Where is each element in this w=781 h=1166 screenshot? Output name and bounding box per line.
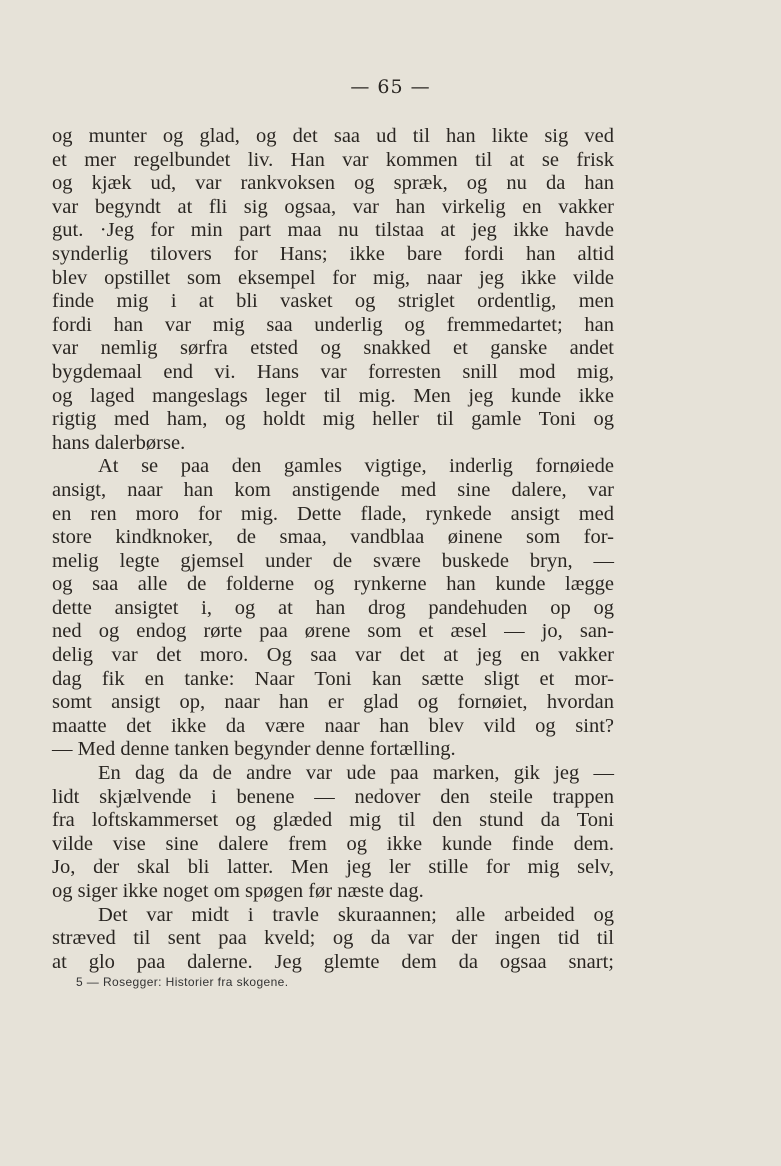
text-line: lidt skjælvende i benene — nedover den steile trappen — [52, 785, 614, 808]
text-line: var nemlig sørfra etsted og snakked et ganske andet — [52, 337, 614, 360]
text-line: en ren moro for mig. Dette flade, rynkede ansigt med — [52, 502, 614, 525]
text-line: dag fik en tanke: Naar Toni kan sætte sligt et mor- — [52, 667, 614, 690]
page-number: — 65 — — [350, 76, 431, 98]
text-line: finde mig i at bli vasket og striglet ordentlig, men — [52, 290, 614, 313]
text-line: At se paa den gamles vigtige, inderlig fornøiede — [98, 455, 614, 478]
text-line: En dag da de andre var ude paa marken, gik jeg — — [98, 762, 614, 785]
text-line: hans dalerbørse. — [52, 431, 186, 454]
text-line: bygdemaal end vi. Hans var forresten snill mod mig, — [52, 360, 614, 383]
text-line: delig var det moro. Og saa var det at jeg en vakker — [52, 644, 614, 667]
text-line: var begyndt at fli sig ogsaa, var han virkelig en vakker — [52, 195, 614, 218]
text-line: melig legte gjemsel under de svære buskede bryn, — — [52, 549, 614, 572]
text-line: somt ansigt op, naar han er glad og fornøiet, hvordan — [52, 691, 614, 714]
text-line: dette ansigtet i, og at han drog pandehuden op og — [52, 596, 614, 619]
text-line: og siger ikke noget om spøgen før næste dag. — [52, 880, 424, 902]
body-text — [52, 125, 614, 974]
text-line: og kjæk ud, var rankvoksen og spræk, og nu da han — [52, 172, 614, 195]
text-line: ned og endog rørte paa ørene som et æsel — jo, san- — [52, 620, 614, 643]
text-line: — Med denne tanken begynder denne fortælling. — [52, 738, 456, 761]
text-line: at glo paa dalerne. Jeg glemte dem da ogsaa snart; — [52, 950, 614, 973]
text-line: gut. ·Jeg for min part maa nu tilstaa at jeg ikke havde — [52, 219, 614, 242]
text-line: blev opstillet som eksempel for mig, naar jeg ikke vilde — [52, 266, 614, 289]
text-line: stræved til sent paa kveld; og da var der ingen tid til — [52, 927, 614, 950]
text-line: synderlig tilovers for Hans; ikke bare fordi han altid — [52, 242, 614, 265]
text-line: vilde vise sine dalere frem og ikke kunde finde dem. — [52, 832, 614, 855]
text-line: Jo, der skal bli latter. Men jeg ler stille for mig selv, — [52, 856, 614, 879]
text-line: fordi han var mig saa underlig og fremmedartet; han — [52, 313, 614, 336]
text-line: og munter og glad, og det saa ud til han likte sig ved — [52, 125, 614, 147]
text-line: og laged mangeslags leger til mig. Men jeg kunde ikke — [52, 384, 614, 407]
text-line: et mer regelbundet liv. Han var kommen til at se frisk — [52, 148, 614, 171]
text-line: rigtig med ham, og holdt mig heller til gamle Toni og — [52, 408, 614, 431]
text-line: fra loftskammerset og glæded mig til den stund da Toni — [52, 809, 614, 832]
footer-signature: 5 — Rosegger: Historier fra skogene. — [76, 975, 289, 989]
text-line: store kindknoker, de smaa, vandblaa øinene som for- — [52, 526, 614, 549]
text-line: ansigt, naar han kom anstigende med sine dalere, var — [52, 478, 614, 501]
text-line: Det var midt i travle skuraannen; alle arbeided og — [98, 903, 614, 926]
text-line: og saa alle de folderne og rynkerne han kunde lægge — [52, 573, 614, 596]
text-line: maatte det ikke da være naar han blev vild og sint? — [52, 714, 614, 737]
